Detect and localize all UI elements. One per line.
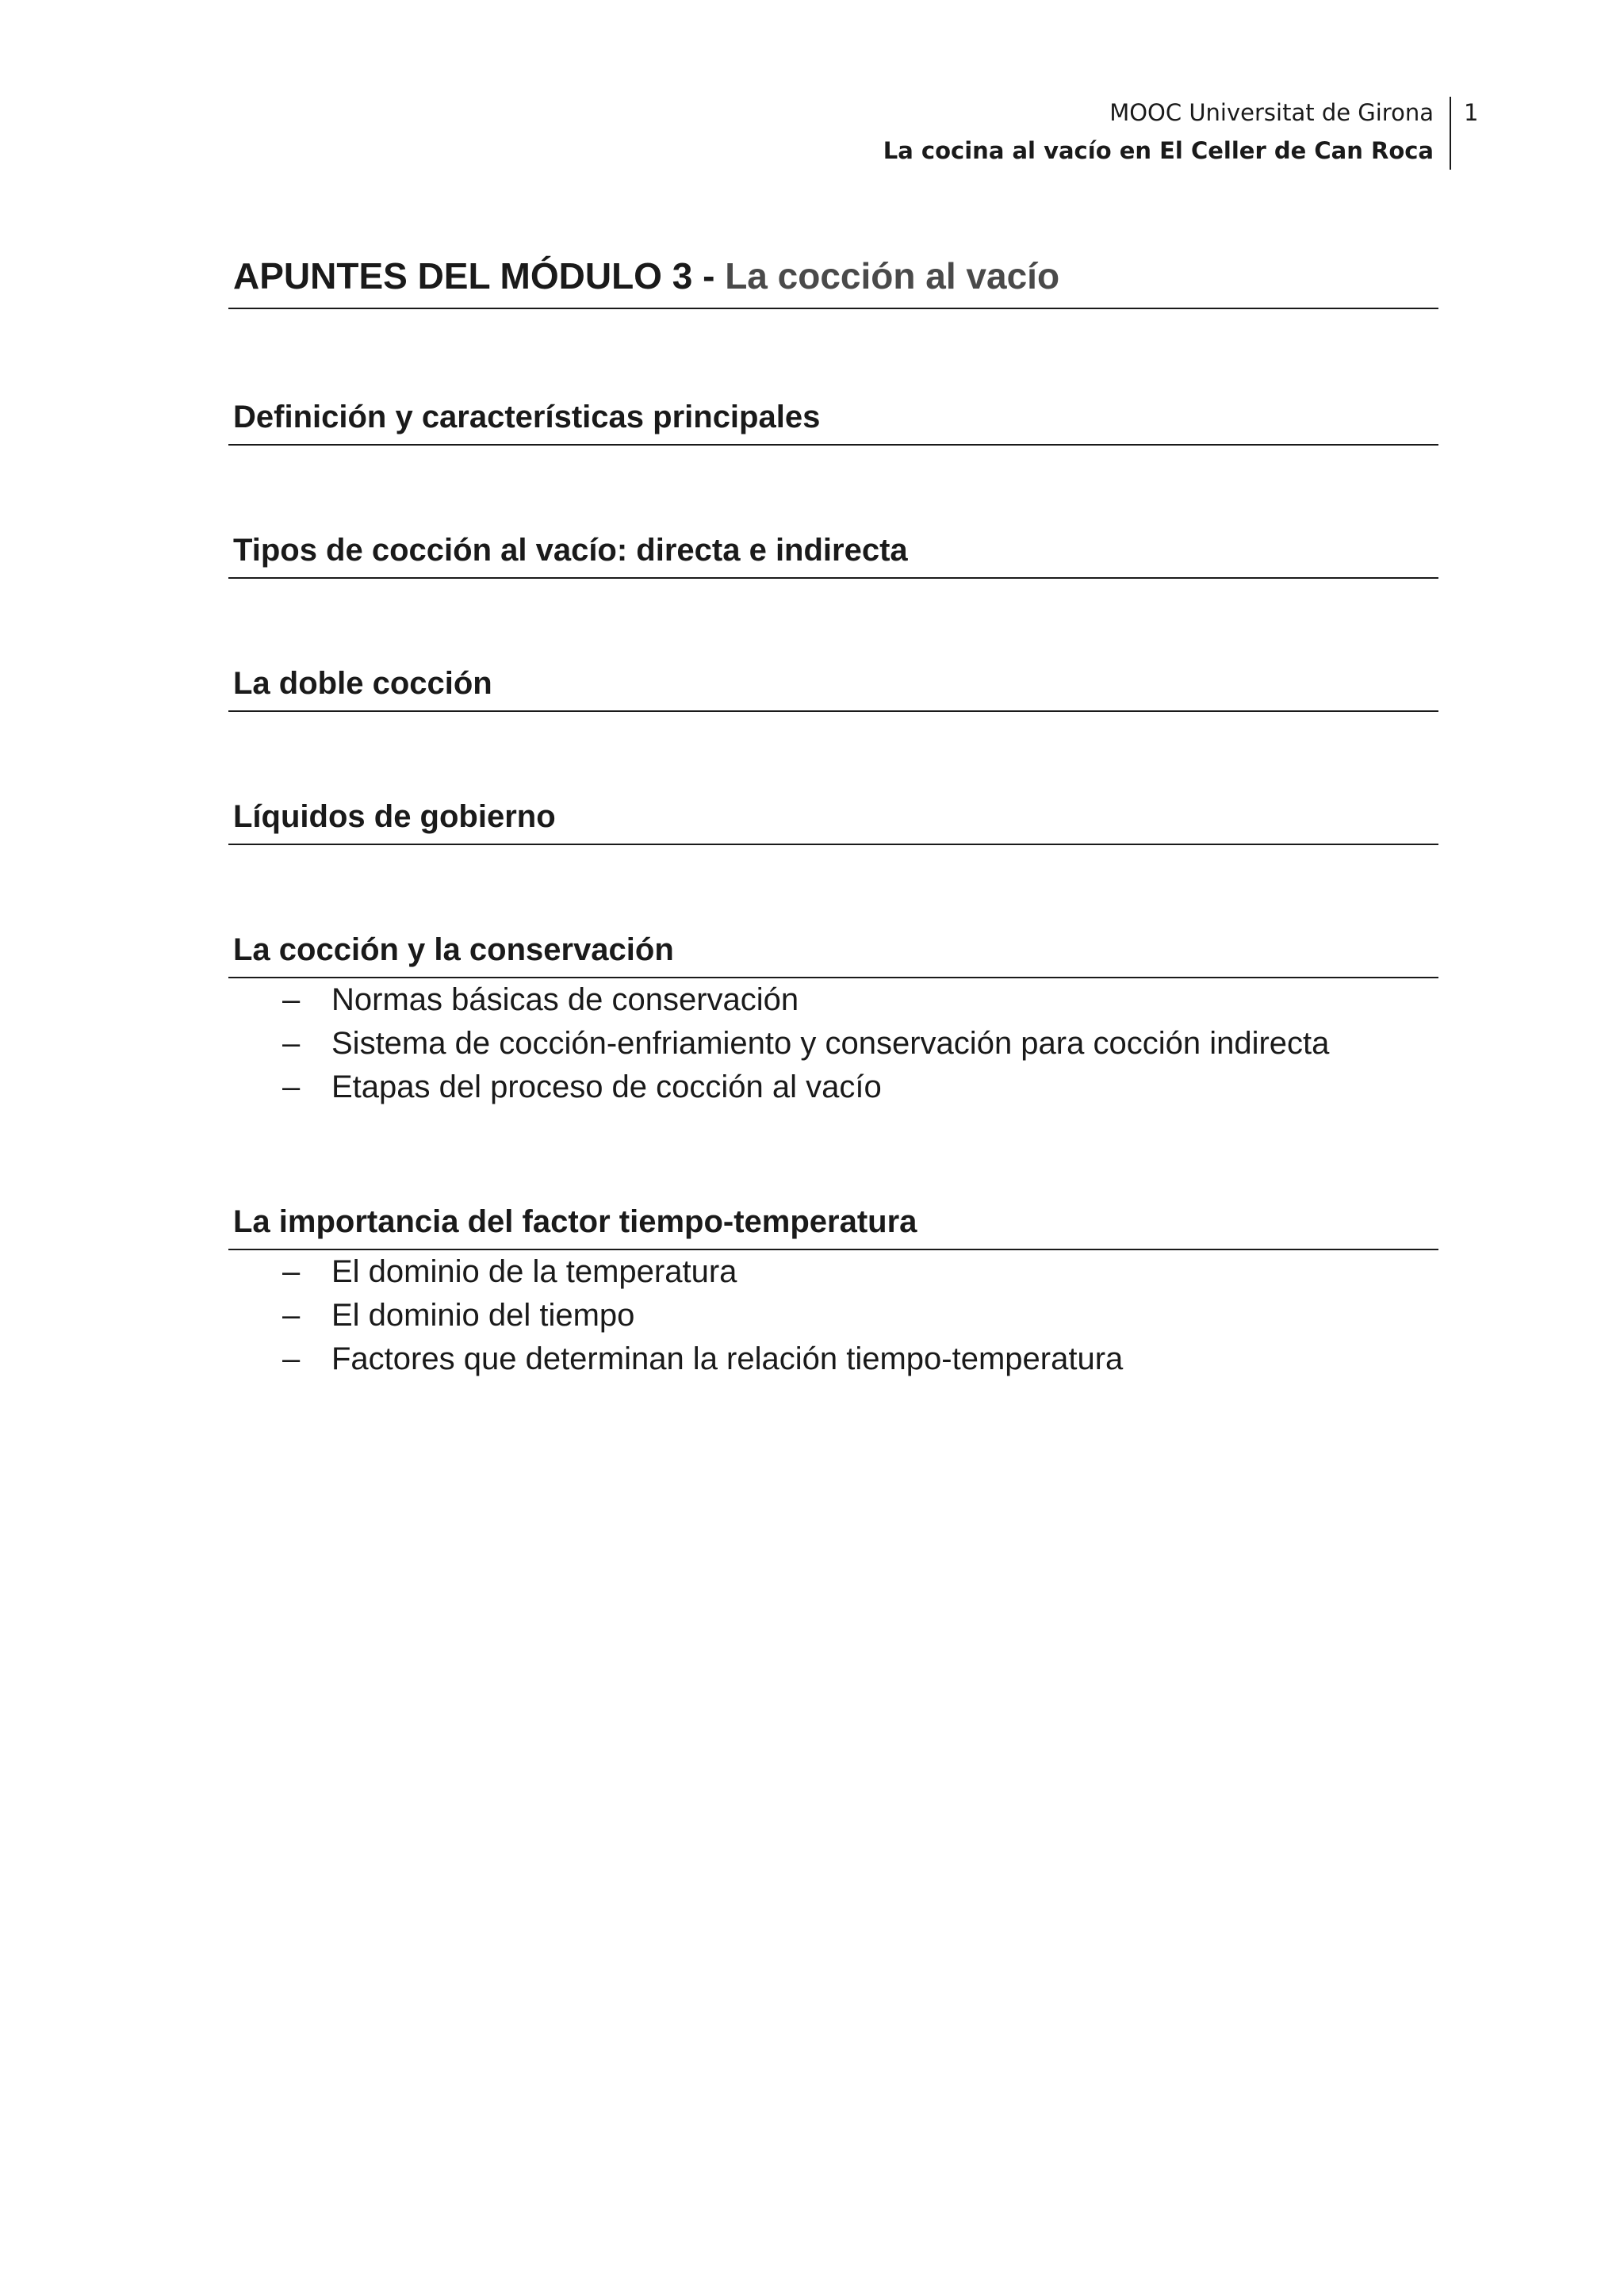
section-liquids xyxy=(228,796,1438,845)
section-heading: Definición y características principales xyxy=(228,396,1438,446)
header-course-subtitle: La cocina al vacío en El Celler de Can Roca xyxy=(883,137,1434,164)
list-item-text: Sistema de cocción-enfriamiento y conservación para cocción indirecta xyxy=(331,1026,1330,1061)
list-item xyxy=(228,1337,1438,1381)
section-time-temperature xyxy=(228,1201,1438,1381)
list-item xyxy=(228,1250,1438,1294)
section-double-cooking xyxy=(228,663,1438,712)
document-title-main: APUNTES DEL MÓDULO 3 - xyxy=(233,255,726,297)
document-title xyxy=(228,252,1438,309)
section-cooking-conservation xyxy=(228,929,1438,1109)
section-list xyxy=(228,1250,1438,1381)
list-item-text: Factores que determinan la relación tiempo-temperatura xyxy=(331,1341,1124,1376)
list-item-text: El dominio del tiempo xyxy=(331,1298,635,1333)
dash-bullet: – xyxy=(282,982,301,1017)
section-heading: La importancia del factor tiempo-temperatura xyxy=(228,1201,1438,1250)
section-heading: La cocción y la conservación xyxy=(228,929,1438,978)
section-heading: Líquidos de gobierno xyxy=(228,796,1438,845)
dash-bullet: – xyxy=(282,1026,301,1061)
section-heading: La doble cocción xyxy=(228,663,1438,712)
running-header xyxy=(883,94,1434,170)
section-types xyxy=(228,530,1438,579)
section-heading: Tipos de cocción al vacío: directa e indirecta xyxy=(228,530,1438,579)
list-item xyxy=(228,978,1438,1022)
document-body xyxy=(228,252,1438,1381)
header-course-name: MOOC Universitat de Girona xyxy=(1109,99,1434,126)
dash-bullet: – xyxy=(282,1298,301,1333)
list-item xyxy=(228,1066,1438,1109)
header-vertical-rule xyxy=(1450,97,1451,170)
list-item-text: Normas básicas de conservación xyxy=(331,982,799,1017)
dash-bullet: – xyxy=(282,1341,301,1376)
list-item-text: Etapas del proceso de cocción al vacío xyxy=(331,1070,882,1104)
section-definition xyxy=(228,396,1438,446)
list-item-text: El dominio de la temperatura xyxy=(331,1254,737,1289)
dash-bullet: – xyxy=(282,1070,301,1104)
list-item xyxy=(228,1294,1438,1337)
dash-bullet: – xyxy=(282,1254,301,1289)
document-title-sub: La cocción al vacío xyxy=(725,255,1060,297)
list-item xyxy=(228,1022,1438,1066)
section-list xyxy=(228,978,1438,1109)
page-number: 1 xyxy=(1464,99,1479,126)
